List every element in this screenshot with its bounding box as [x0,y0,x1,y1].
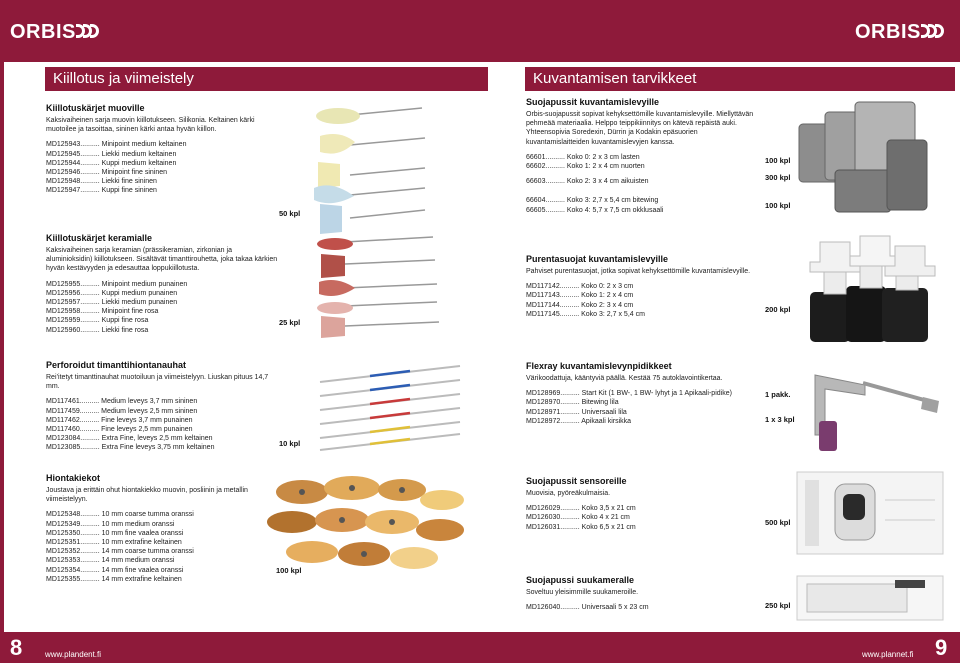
product-row: 66604.......... Koko 3: 2,7 x 5,4 cm bitewing [526,197,659,205]
quantity-label: 100 kpl [765,156,791,165]
brand-name: ORBIS [855,20,921,43]
quantity-label: 1 pakk. [765,390,791,399]
block-description: Joustava ja erittäin ohut hiontakiekko muovin, posliinin ja metallin viimeistelyyn. [46,487,248,504]
product-row: MD117143.......... Koko 1: 2 x 4 cm [526,292,634,300]
block-description: Värikoodattuja, kääntyviä päällä. Kestää 75 autoklavointikertaa. [526,375,723,382]
product-row: MD125945.......... Liekki medium keltainen [46,150,177,158]
block-title: Purentasuojat kuvantamislevyille [526,254,669,264]
block-title: Suojapussi suukameralle [526,575,635,585]
quantity-label: 100 kpl [765,201,791,210]
product-row: MD125350.......... 10 mm fine vaalea oranssi [46,529,184,537]
quantity-label: 500 kpl [765,518,791,527]
product-row: MD125355.......... 14 mm extrafine keltainen [46,575,182,583]
product-row: MD128970.......... Bitewing lila [526,399,619,407]
product-row: MD125353.......... 14 mm medium oranssi [46,557,175,565]
product-row: MD125944.......... Kuppi medium keltainen [46,159,177,167]
product-row: MD117460.......... Fine leveys 2,5 mm punainen [46,426,193,434]
imaging-sleeves-block [526,97,756,215]
diamond-strips-block [46,360,278,453]
section-header-left: Kiillotus ja viimeistely [45,67,488,91]
product-row: MD125943.......... Minipoint medium keltainen [46,141,187,149]
product-row: MD126030.......... Koko 4 x 21 cm [526,514,630,522]
quantity-label: 100 kpl [276,566,302,575]
quantity-label: 50 kpl [279,209,301,218]
camera-sleeve-block [526,575,766,612]
quantity-label: 10 kpl [279,439,301,448]
product-row: MD117459.......... Medium leveys 2,5 mm sininen [46,407,198,415]
product-row: MD128972.......... Apikaali kirsikka [526,417,632,425]
block-description: Kaksivaiheinen sarja keramian (prässikeramian, zirkonian ja aluminioksidin) kiillotukseen. Sisältävät timanttirouhetta, joka takaa kärkien hyvän kestävyyden ja edesauttaa loppukiillotusta. [46,247,278,273]
product-row: MD125947.......... Kuppi fine sininen [46,187,157,195]
product-row: 66603.......... Koko 2: 3 x 4 cm aikuisten [526,178,649,186]
polishing-composite-block [46,103,276,196]
product-row: MD128971.......... Universaali lila [526,408,627,416]
quantity-label: 250 kpl [765,601,791,610]
product-row: MD123084.......... Extra Fine, leveys 2,5 mm keltainen [46,435,213,443]
quantity-label: 1 x 3 kpl [765,415,795,424]
product-row: MD125955.......... Minipoint medium punainen [46,280,188,288]
chevrons-icon [78,21,99,44]
page-number-right: 9 [935,635,948,660]
quantity-label: 300 kpl [765,173,791,182]
bite-tabs-block [526,254,766,319]
left-accent-strip [0,62,4,632]
polishing-discs-block [46,473,278,584]
footer-bar [0,632,960,663]
product-row: MD125956.......... Kuppi medium punainen [46,289,178,297]
product-row: MD125348.......... 10 mm coarse tumma oranssi [46,511,194,519]
flexray-holders-block [526,361,766,426]
block-title: Perforoidut timanttihiontanauhat [46,360,186,370]
product-row: 66605.......... Koko 4: 5,7 x 7,5 cm okklusaali [526,206,664,214]
block-description: Soveltuu yleisimmille suukameroille. [526,589,639,596]
block-title: Kiillotuskärjet keramialle [46,233,153,243]
imaging-sleeves-image [795,100,935,220]
product-row: 66602.......... Koko 1: 2 x 4 cm nuorten [526,163,645,171]
orbis-logo-left [10,20,99,44]
brand-name: ORBIS [10,20,76,43]
product-row: MD125352.......... 14 mm coarse tumma oranssi [46,548,194,556]
top-banner [0,0,960,62]
ceramic-polishers-image [315,232,455,344]
product-row: MD125959.......... Kuppi fine rosa [46,317,149,325]
block-title: Suojapussit kuvantamislevyille [526,97,660,107]
block-description: Rei’itetyt timanttinauhat muotoiluun ja viimeistelyyn. Liuskan pituus 14,7 mm. [46,374,269,391]
product-row: MD125958.......... Minipoint fine rosa [46,308,159,316]
block-description: Kaksivaiheinen sarja muovin kiillotukseen. Silikonia. Keltainen kärki muotoilee ja tasoittaa, sininen kärki antaa hyvän kiillon. [46,117,255,134]
product-row: MD117461.......... Medium leveys 3,7 mm sininen [46,398,198,406]
product-row: MD125351.......... 10 mm extrafine keltainen [46,539,182,547]
block-title: Hiontakiekot [46,473,101,483]
block-description: Orbis-suojapussit sopivat kehyksettömille kuvantamislevyille. Miellyttävän pehmeää materiaalia. Helppo teippikiinnitys on kätevä repäistä auki. Yhteensopivia Soredexin, Dürrin ja Kodakin epäsuorien kuvantamislaitteiden kuvantamislevyjen kanssa. [526,111,754,146]
quantity-label: 200 kpl [765,305,791,314]
sensor-sleeves-block [526,476,766,532]
flexray-holder-image [805,365,945,455]
orbis-logo-right [855,20,944,44]
product-row: MD117145.......... Koko 3: 2,7 x 5,4 cm [526,310,645,318]
product-row: MD125349.......... 10 mm medium oranssi [46,520,175,528]
block-description: Pahviset purentasuojat, jotka sopivat kehyksettömille kuvantamislevyille. [526,268,751,275]
product-row: MD126031.......... Koko 6,5 x 21 cm [526,523,636,531]
polishing-ceramic-block [46,233,278,335]
product-row: MD125948.......... Liekki fine sininen [46,178,157,186]
block-title: Flexray kuvantamislevynpidikkeet [526,361,672,371]
quantity-label: 25 kpl [279,318,301,327]
website-link-right[interactable]: www.plannet.fi [862,650,914,659]
product-row: MD125354.......... 14 mm fine vaalea oranssi [46,566,184,574]
product-row: MD117144.......... Koko 2: 3 x 4 cm [526,301,634,309]
product-row: MD128969.......... Start Kit (1 BW-, 1 BW- lyhyt ja 1 Apikaali-pidike) [526,390,732,398]
product-row: MD125960.......... Liekki fine rosa [46,326,149,334]
chevrons-icon [923,21,944,44]
block-description: Muovisia, pyöreäkulmaisia. [526,490,611,497]
block-title: Suojapussit sensoreille [526,476,627,486]
product-row: MD126040.......... Universaali 5 x 23 cm [526,604,649,612]
block-title: Kiillotuskärjet muoville [46,103,145,113]
bite-tabs-image [800,232,940,352]
polishing-discs-image [262,470,472,580]
diamond-strips-image [300,362,470,452]
composite-polishers-image [310,100,440,240]
product-row: MD126029.......... Koko 3,5 x 21 cm [526,505,636,513]
camera-sleeve-image [795,570,945,626]
product-row: MD125957.......... Liekki medium punainen [46,299,178,307]
product-row: MD125946.......... Minipoint fine sininen [46,169,168,177]
website-link-left[interactable]: www.plandent.fi [45,650,102,659]
product-row: 66601.......... Koko 0: 2 x 3 cm lasten [526,153,640,161]
product-row: MD117462.......... Fine leveys 3,7 mm punainen [46,416,193,424]
product-row: MD123085.......... Extra Fine leveys 3,75 mm keltainen [46,444,215,452]
product-row: MD117142.......... Koko 0: 2 x 3 cm [526,283,634,291]
page-number-left: 8 [10,635,23,660]
sensor-sleeves-image [795,470,945,556]
section-header-right: Kuvantamisen tarvikkeet [525,67,955,91]
